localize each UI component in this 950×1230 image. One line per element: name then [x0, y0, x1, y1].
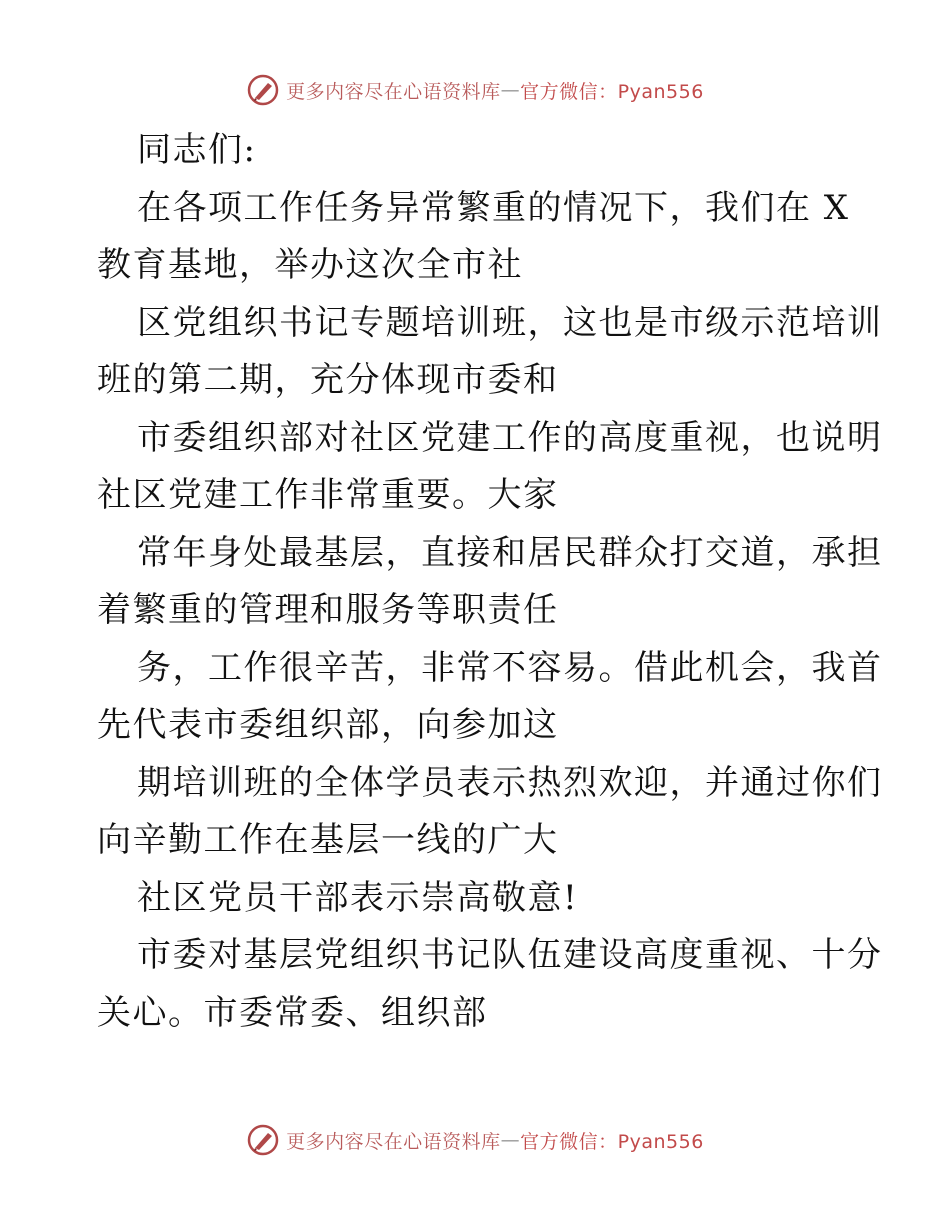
text-line: 社区党员干部表示崇高敬意!: [137, 877, 579, 918]
text-line: 教育基地，举办这次全市社: [97, 245, 523, 285]
text-line: 着繁重的管理和服务等职责任: [97, 590, 559, 630]
watermark-dash: —: [500, 1129, 521, 1151]
header-watermark: [0, 70, 950, 110]
text-line: 班的第二期，充分体现市委和: [97, 360, 559, 400]
footer-watermark: [0, 1120, 950, 1160]
text-line: 常年身处最基层，直接和居民群众打交道，承担: [137, 532, 883, 573]
text-line: 在各项工作任务异常繁重的情况下，我们在 X: [137, 187, 850, 228]
text-line: 市委对基层党组织书记队伍建设高度重视、十分: [137, 935, 883, 975]
watermark-wechat: 官方微信：Pyan556: [520, 80, 704, 103]
watermark-dash: —: [500, 79, 521, 101]
text-line: 期培训班的全体学员表示热烈欢迎，并通过你们: [137, 762, 883, 803]
text-line: 关心。市委常委、组织部: [97, 992, 488, 1033]
watermark-site: 更多内容尽在心语资料库: [286, 80, 501, 103]
text-line: 向辛勤工作在基层一线的广大: [97, 820, 559, 860]
pen-logo-icon: [246, 1123, 280, 1157]
text-line: 先代表市委组织部，向参加这: [97, 705, 559, 745]
watermark-wechat: 官方微信：Pyan556: [520, 1130, 704, 1153]
text-line: 社区党建工作非常重要。大家: [97, 475, 559, 515]
document-body: [97, 122, 883, 1042]
text-line: 区党组织书记专题培训班，这也是市级示范培训: [137, 302, 883, 343]
text-line: 同志们:: [137, 130, 257, 170]
watermark-site: 更多内容尽在心语资料库: [286, 1130, 501, 1153]
text-line: 务，工作很辛苦，非常不容易。借此机会，我首: [137, 647, 883, 688]
pen-logo-icon: [246, 73, 280, 107]
text-line: 市委组织部对社区党建工作的高度重视，也说明: [137, 417, 883, 458]
